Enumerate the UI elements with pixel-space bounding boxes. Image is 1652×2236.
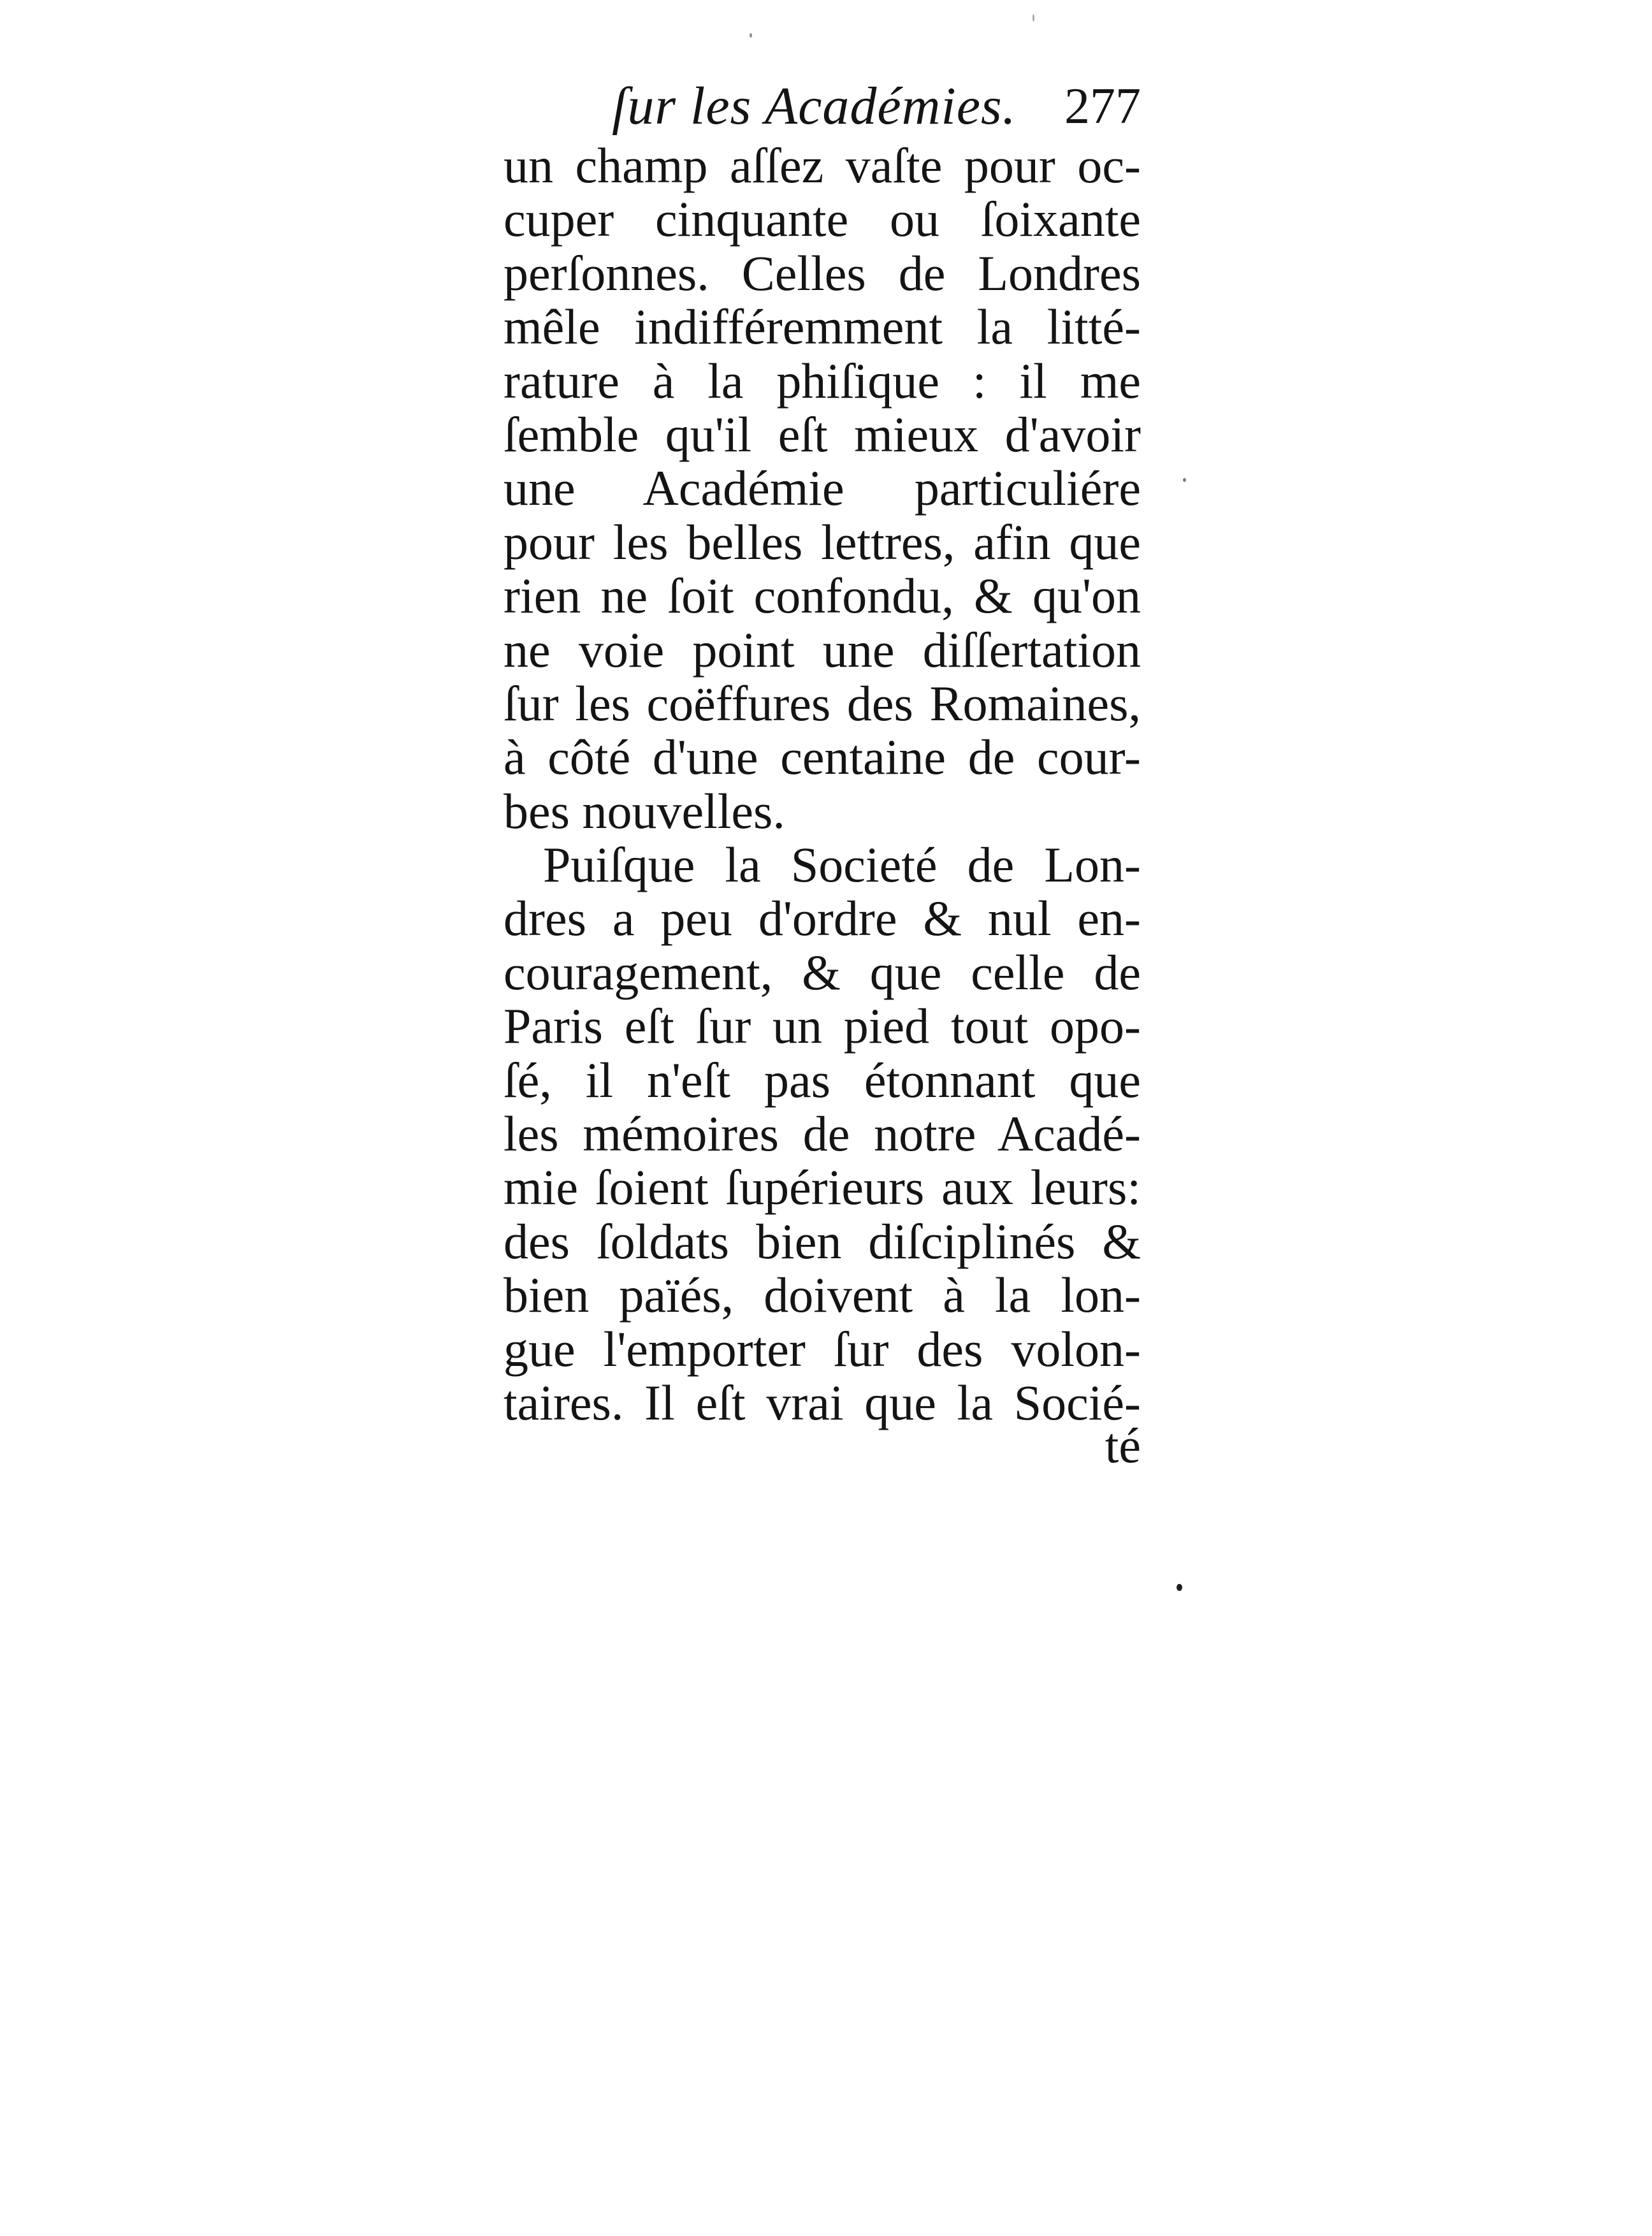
text-line: une Académie particuliére — [504, 460, 1141, 516]
text-line: rien ne ſoit confondu, & qu'on — [504, 568, 1141, 624]
running-title: ſur les Académies. — [612, 76, 1017, 136]
ink-speck — [1183, 478, 1186, 482]
text-line: ſé, il n'eſt pas étonnant que — [504, 1052, 1141, 1108]
text-line: gue l'emporter ſur des volon- — [504, 1321, 1141, 1377]
text-line: mêle indifféremment la litté- — [504, 299, 1141, 355]
catchword: té — [1105, 1418, 1141, 1473]
text-line: ſemble qu'il eſt mieux d'avoir — [504, 406, 1141, 462]
text-line: cuper cinquante ou ſoixante — [504, 191, 1141, 247]
text-line: des ſoldats bien diſciplinés & — [504, 1213, 1141, 1269]
text-line: taires. Il eſt vrai que la Socié- — [504, 1374, 1141, 1430]
body-text — [504, 139, 1141, 1430]
running-head — [612, 71, 1141, 142]
page-number: 277 — [1064, 78, 1141, 134]
paragraph-first-line: Puiſque la Societé de Lon- — [543, 837, 1141, 893]
text-line: perſonnes. Celles de Londres — [504, 245, 1141, 301]
text-line: couragement, & que celle de — [504, 944, 1141, 1000]
text-line: un champ aſſez vaſte pour oc- — [504, 138, 1141, 193]
text-line: à côté d'une centaine de cour- — [504, 729, 1141, 785]
text-line: bes nouvelles. — [504, 783, 785, 839]
text-line: pour les belles lettres, afin que — [504, 514, 1141, 570]
text-line: ſur les coëffures des Romaines, — [504, 675, 1141, 731]
text-line: Paris eſt ſur un pied tout opo- — [504, 998, 1141, 1054]
text-line: mie ſoient ſupérieurs aux leurs: — [504, 1159, 1141, 1216]
text-line: bien païés, doivent à la lon- — [504, 1267, 1141, 1323]
text-line: rature à la phiſique : il me — [504, 352, 1141, 409]
ink-speck — [1177, 1584, 1182, 1591]
text-line: dres a peu d'ordre & nul en- — [504, 890, 1141, 947]
text-line: les mémoires de notre Acadé- — [504, 1106, 1141, 1162]
ink-speck — [1032, 14, 1034, 22]
text-line: ne voie point une diſſertation — [504, 621, 1141, 678]
ink-speck — [750, 33, 752, 38]
